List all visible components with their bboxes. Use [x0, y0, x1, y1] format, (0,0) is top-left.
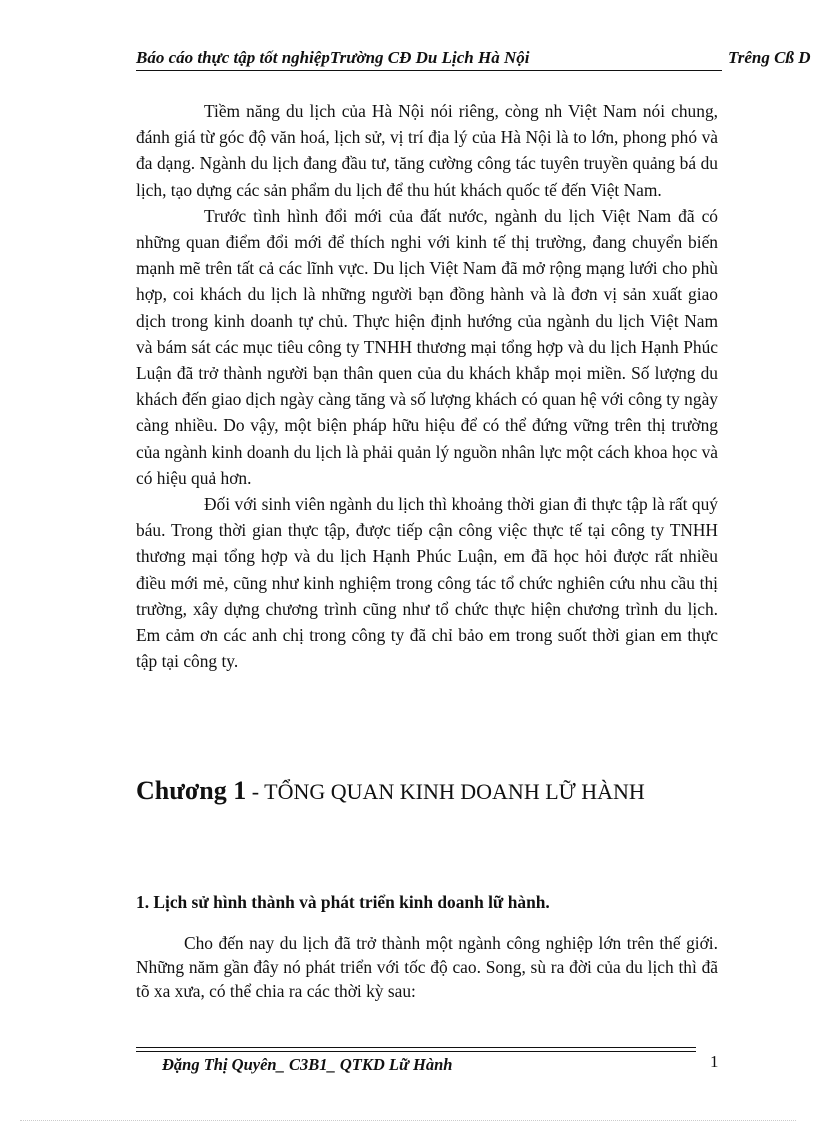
page-number: 1	[710, 1052, 719, 1071]
intro-paragraph-3: Đối với sinh viên ngành du lịch thì khoảng thời gian đi thực tập là rất quý báu. Trong thời gian thực tập, được tiếp cận công việc thực tế tại công ty TNHH thương mại tổng hợp và du lịch Hạnh Phúc Luận, em đã học hỏi được rất nhiều điều mới mẻ, cũng như kinh nghiệm trong công tác tổ chức nghiên cứu nhu cầu thị trường, xây dựng chương trình cũng như tổ chức thực hiện chương trình du lịch. Em cảm ơn các anh chị trong công ty đã chỉ bảo em trong suốt thời gian em thực tập tại công ty.	[136, 494, 718, 672]
chapter-number: Chương 1	[136, 776, 247, 805]
header-school: Trêng Cß D	[728, 48, 811, 67]
section-paragraph: Cho đến nay du lịch đã trở thành một ngành công nghiệp lớn trên thế giới. Những năm gần đây nó phát triển với tốc độ cao. Song, sù ra đời của du lịch thì đã tõ xa xưa, có thể chia ra các thời kỳ sau:	[136, 933, 718, 1001]
section-text	[136, 931, 718, 1003]
section-heading: 1. Lịch sử hình thành và phát triển kinh doanh lữ hành.	[136, 892, 550, 912]
intro-paragraph-2: Trước tình hình đổi mới của đất nước, ngành du lịch Việt Nam đã có những quan điểm đổi mới để thích nghi với kinh tế thị trường, đang chuyển biến mạnh mẽ trên tất cả các lĩnh vực. Du lịch Việt Nam đã mở rộng mạng lưới cho phù hợp, coi khách du lịch là những người bạn đồng hành và là đơn vị sản xuất giao dịch trong kinh doanh tự chủ. Thực hiện định hướng của ngành du lịch Việt Nam và bám sát các mục tiêu công ty TNHH thương mại tổng hợp và du lịch Hạnh Phúc Luận đã trở thành người bạn thân quen của du khách khắp mọi miền. Số lượng du khách đến giao dịch ngày càng tăng và số lượng khách có quan hệ với công ty ngày càng nhiều. Do vậy, một biện pháp hữu hiệu để có thể đứng vững trên thị trường của ngành kinh doanh du lịch là phải quản lý nguồn nhân lực một cách khoa học và có hiệu quả hơn.	[136, 205, 718, 488]
header-rule	[136, 70, 722, 71]
chapter-heading	[136, 776, 776, 806]
footer-author: Đặng Thị Quyên_ C3B1_ QTKD Lữ Hành	[162, 1055, 453, 1074]
page-header	[0, 48, 816, 72]
intro-text	[136, 98, 718, 674]
page-bottom-edge	[20, 1120, 796, 1121]
intro-paragraph-1: Tiềm năng du lịch của Hà Nội nói riêng, còng nh Việt Nam nói chung, đánh giá từ góc độ văn hoá, lịch sử, vị trí địa lý của Hà Nội là to lớn, phong phó và đa dạng. Ngành du lịch đang đầu tư, tăng cường công tác tuyên truyền quảng bá du lịch, tạo dựng các sản phẩm du lịch để thu hút khách quốc tế đến Việt Nam.	[136, 101, 718, 200]
chapter-title: - TỔNG QUAN KINH DOANH LỮ HÀNH	[246, 779, 645, 804]
header-title: Báo cáo thực tập tốt nghiệpTrường CĐ Du Lịch Hà Nội	[136, 48, 530, 67]
footer-rule	[136, 1047, 696, 1052]
